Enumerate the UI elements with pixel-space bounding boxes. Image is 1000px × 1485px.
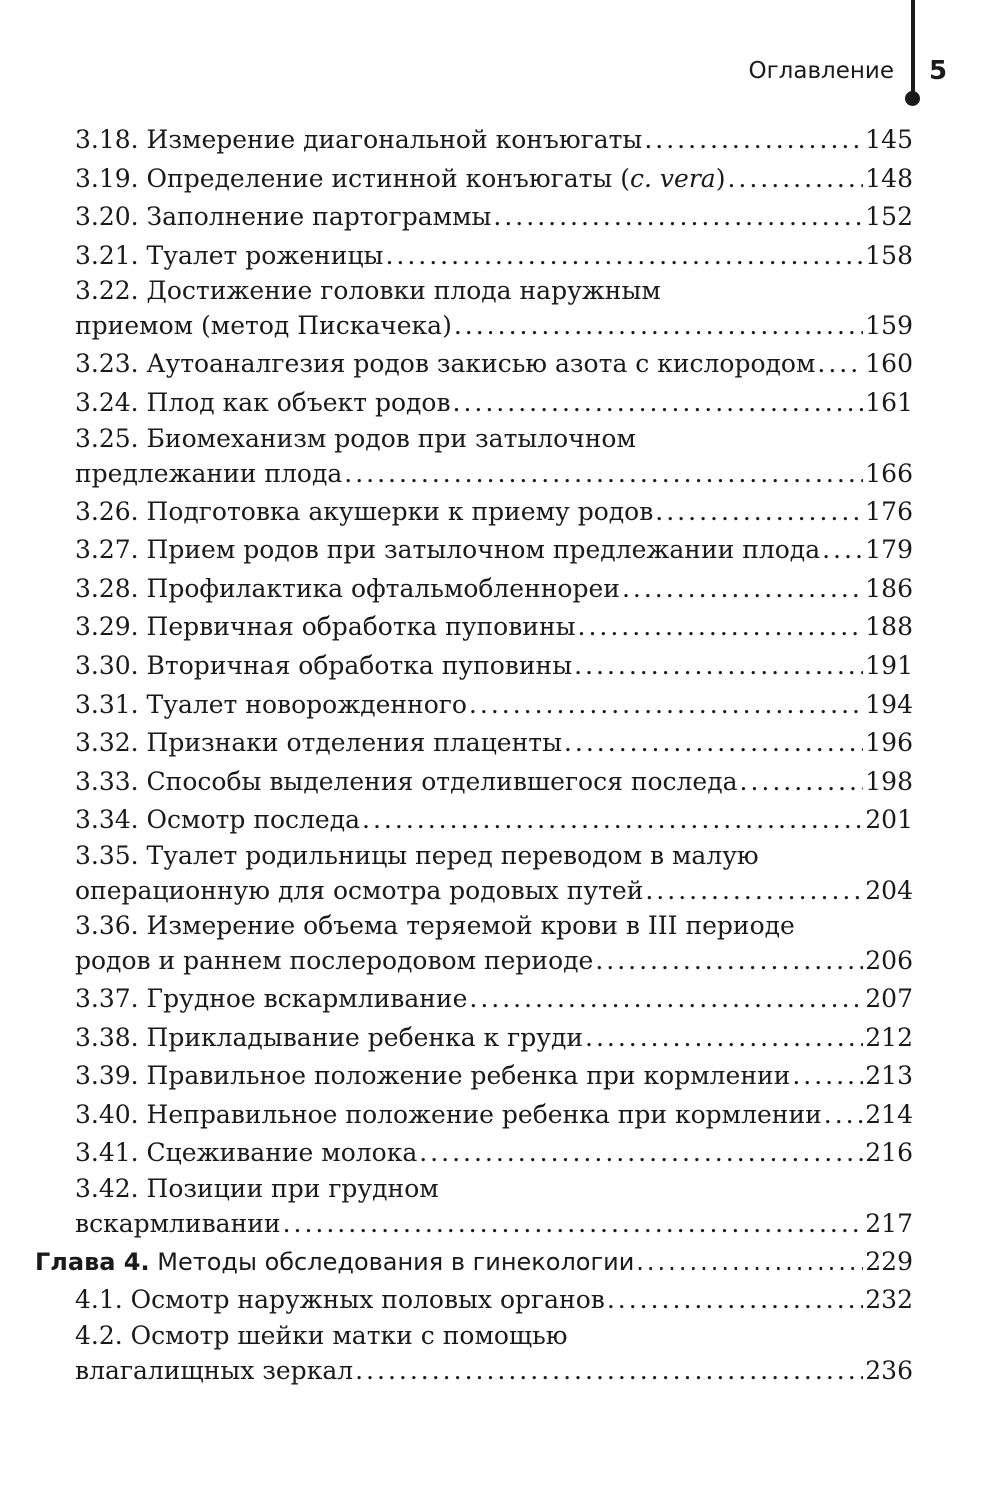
toc-page-number: 232	[865, 1285, 913, 1315]
toc-page-number: 148	[865, 163, 913, 193]
dot-leader	[824, 1096, 864, 1135]
toc-entry-title: 3.39. Правильное положение ребенка при кормлении	[75, 1061, 791, 1091]
dot-leader	[469, 980, 863, 1019]
toc-entry-title: 3.33. Способы выделения отделившегося последа	[75, 766, 738, 796]
toc-line	[75, 686, 913, 725]
dot-leader	[636, 1243, 863, 1282]
toc-entry-title: 4.1. Осмотр наружных половых органов	[75, 1285, 605, 1315]
toc-entry[interactable]	[75, 1134, 913, 1173]
toc-entry-title	[75, 160, 725, 199]
toc-entry-title: родов и раннем послеродовом периоде	[75, 945, 594, 975]
toc-page-number: 207	[865, 983, 913, 1013]
toc-line	[75, 423, 913, 454]
toc-page-number: 160	[865, 349, 913, 379]
toc-page-number: 196	[865, 728, 913, 758]
toc-line	[75, 306, 913, 345]
toc-page-number: 229	[865, 1246, 913, 1276]
toc-line	[75, 1173, 913, 1204]
chapter-name: Методы обследования в гинекологии	[157, 1247, 635, 1276]
toc-entry[interactable]	[75, 423, 913, 493]
dot-leader	[595, 941, 863, 980]
toc-line	[75, 763, 913, 802]
toc-line	[75, 454, 913, 493]
toc-entry-title: 3.26. Подготовка акушерки к приему родов	[75, 496, 654, 526]
toc-entry[interactable]	[75, 647, 913, 686]
toc-entry[interactable]	[75, 840, 913, 910]
toc-entry-title: 3.24. Плод как объект родов	[75, 387, 451, 417]
toc-entry-title: 3.42. Позиции при грудном	[75, 1173, 439, 1203]
toc-line	[75, 384, 913, 423]
dot-leader	[362, 801, 863, 840]
toc-entry[interactable]	[75, 686, 913, 725]
dot-leader	[385, 237, 863, 276]
dot-leader	[644, 121, 863, 160]
toc-page-number: 204	[865, 875, 913, 905]
toc-page-number: 216	[865, 1138, 913, 1168]
toc-entry-title: 3.29. Первичная обработка пуповины	[75, 612, 576, 642]
dot-leader	[740, 763, 864, 802]
toc-line	[75, 647, 913, 686]
toc-line	[75, 493, 913, 532]
dot-leader	[453, 384, 864, 423]
toc-line	[75, 1281, 913, 1320]
dot-leader	[355, 1351, 863, 1390]
toc-page-number: 191	[865, 650, 913, 680]
dot-leader	[822, 531, 863, 570]
toc-entry[interactable]	[75, 910, 913, 980]
toc-entry-title: 3.36. Измерение объема теряемой крови в III периоде	[75, 910, 795, 940]
toc-line	[75, 345, 913, 384]
toc-line	[75, 1320, 913, 1351]
dot-leader	[607, 1281, 863, 1320]
chapter-label: Глава 4.	[35, 1247, 150, 1276]
toc-entry[interactable]	[75, 531, 913, 570]
toc-entry[interactable]	[75, 801, 913, 840]
toc-entry[interactable]	[75, 1281, 913, 1320]
toc-line	[75, 871, 913, 910]
dot-leader	[585, 1019, 863, 1058]
toc-entry-title: 3.30. Вторичная обработка пуповины	[75, 650, 573, 680]
toc-line	[75, 531, 913, 570]
toc-line	[75, 840, 913, 871]
toc-entry[interactable]	[75, 493, 913, 532]
toc-page-number: 186	[865, 573, 913, 603]
toc-entry-title: 3.23. Аутоаналгезия родов закисью азота с кислородом	[75, 349, 816, 379]
toc-line	[75, 1057, 913, 1096]
toc-line	[75, 1096, 913, 1135]
toc-line	[75, 1019, 913, 1058]
toc-entry[interactable]	[75, 608, 913, 647]
toc-line	[75, 941, 913, 980]
toc-line	[75, 198, 913, 237]
dot-leader	[344, 454, 863, 493]
dot-leader	[419, 1134, 863, 1173]
toc-entry-title: 3.27. Прием родов при затылочном предлежании плода	[75, 535, 821, 565]
toc-line	[75, 910, 913, 941]
toc-page-number: 152	[865, 202, 913, 232]
toc-entry[interactable]	[75, 121, 913, 160]
toc-entry-title: 3.31. Туалет новорожденного	[75, 689, 467, 719]
toc-entry[interactable]	[75, 275, 913, 345]
toc-entry[interactable]	[75, 763, 913, 802]
toc-entry-title: 3.41. Сцеживание молока	[75, 1138, 418, 1168]
toc-entry[interactable]	[75, 980, 913, 1019]
toc-title-part: 3.19. Определение истинной конъюгаты (	[75, 163, 631, 193]
toc-page-number: 194	[865, 689, 913, 719]
toc-line	[75, 1351, 913, 1390]
toc-page-number: 201	[865, 805, 913, 835]
toc-line	[75, 275, 913, 306]
toc-entry-title: 3.37. Грудное вскармливание	[75, 983, 468, 1013]
toc-entry[interactable]	[75, 1019, 913, 1058]
header-vertical-rule	[911, 0, 915, 96]
toc-entry-title: 3.38. Прикладывание ребенка к груди	[75, 1022, 583, 1052]
toc-entry[interactable]	[75, 1096, 913, 1135]
toc-title-part: )	[715, 163, 726, 193]
dot-leader	[574, 647, 863, 686]
toc-entry[interactable]	[75, 1057, 913, 1096]
toc-entry[interactable]	[75, 1173, 913, 1243]
toc-entry-title: предлежании плода	[75, 458, 343, 488]
toc-entry-title: 3.18. Измерение диагональной конъюгаты	[75, 125, 643, 154]
chapter-title	[35, 1243, 634, 1282]
toc-page-number: 206	[865, 945, 913, 975]
toc-line	[75, 570, 913, 609]
toc-entry-title: 3.40. Неправильное положение ребенка при кормлении	[75, 1099, 822, 1129]
toc-line	[75, 160, 913, 199]
dot-leader	[622, 570, 863, 609]
toc-page-number: 176	[865, 496, 913, 526]
dot-leader	[645, 871, 863, 910]
toc-page-number: 145	[865, 125, 913, 154]
toc-line	[75, 801, 913, 840]
toc-entry[interactable]	[75, 724, 913, 763]
toc-entry-title: 3.32. Признаки отделения плаценты	[75, 728, 562, 758]
toc-page-number: 161	[865, 387, 913, 417]
toc-entry-title: влагалищных зеркал	[75, 1356, 354, 1386]
toc-page-number: 236	[865, 1356, 913, 1386]
toc-page-number: 198	[865, 766, 913, 796]
dot-leader	[792, 1057, 863, 1096]
toc-page-number: 188	[865, 612, 913, 642]
toc-line	[75, 724, 913, 763]
toc-entry-title: вскармливании	[75, 1208, 281, 1238]
toc-entry-title: 3.21. Туалет роженицы	[75, 240, 384, 270]
toc-line	[75, 608, 913, 647]
toc-entry-title: 3.22. Достижение головки плода наружным	[75, 276, 661, 306]
toc-entry-title: 3.28. Профилактика офтальмобленнореи	[75, 573, 620, 603]
dot-leader	[283, 1204, 864, 1243]
toc-page-number: 214	[865, 1099, 913, 1129]
toc-entry[interactable]	[75, 384, 913, 423]
toc-entry-title: 3.35. Туалет родильницы перед переводом в малую	[75, 840, 759, 870]
toc-page-number: 212	[865, 1022, 913, 1052]
page-number: 5	[929, 56, 948, 86]
toc-line	[75, 980, 913, 1019]
toc-entry[interactable]	[75, 198, 913, 237]
chapter-heading[interactable]	[35, 1243, 913, 1282]
toc-entry-title: 3.34. Осмотр последа	[75, 805, 361, 835]
dot-leader	[564, 724, 863, 763]
dot-leader	[655, 493, 863, 532]
dot-leader	[454, 306, 863, 345]
dot-leader	[493, 198, 863, 237]
table-of-contents	[35, 121, 913, 1390]
toc-line	[75, 121, 913, 160]
toc-page-number: 166	[865, 458, 913, 488]
toc-entry-title: 3.20. Заполнение партограммы	[75, 202, 492, 232]
dot-leader	[727, 160, 863, 199]
toc-page-number: 158	[865, 240, 913, 270]
toc-entry[interactable]	[75, 345, 913, 384]
toc-entry-title: 4.2. Осмотр шейки матки с помощью	[75, 1321, 568, 1351]
toc-entry[interactable]	[75, 237, 913, 276]
toc-line	[75, 1134, 913, 1173]
dot-leader	[578, 608, 864, 647]
toc-page-number: 179	[865, 535, 913, 565]
toc-line	[75, 1204, 913, 1243]
dot-leader	[469, 686, 863, 725]
toc-line	[75, 237, 913, 276]
toc-entry[interactable]	[75, 160, 913, 199]
toc-page-number: 213	[865, 1061, 913, 1091]
toc-line	[35, 1243, 913, 1282]
toc-entry-title: 3.25. Биомеханизм родов при затылочном	[75, 423, 636, 453]
running-title: Оглавление	[748, 58, 894, 84]
toc-entry-title: операционную для осмотра родовых путей	[75, 875, 644, 905]
toc-entry[interactable]	[75, 570, 913, 609]
toc-page-number: 159	[865, 311, 913, 341]
toc-page-number: 217	[865, 1208, 913, 1238]
toc-title-italic: c. vera	[630, 163, 716, 193]
toc-entry-title: приемом (метод Пискачека)	[75, 311, 452, 341]
toc-entry[interactable]	[75, 1320, 913, 1390]
header-dot	[905, 91, 920, 106]
dot-leader	[817, 345, 863, 384]
